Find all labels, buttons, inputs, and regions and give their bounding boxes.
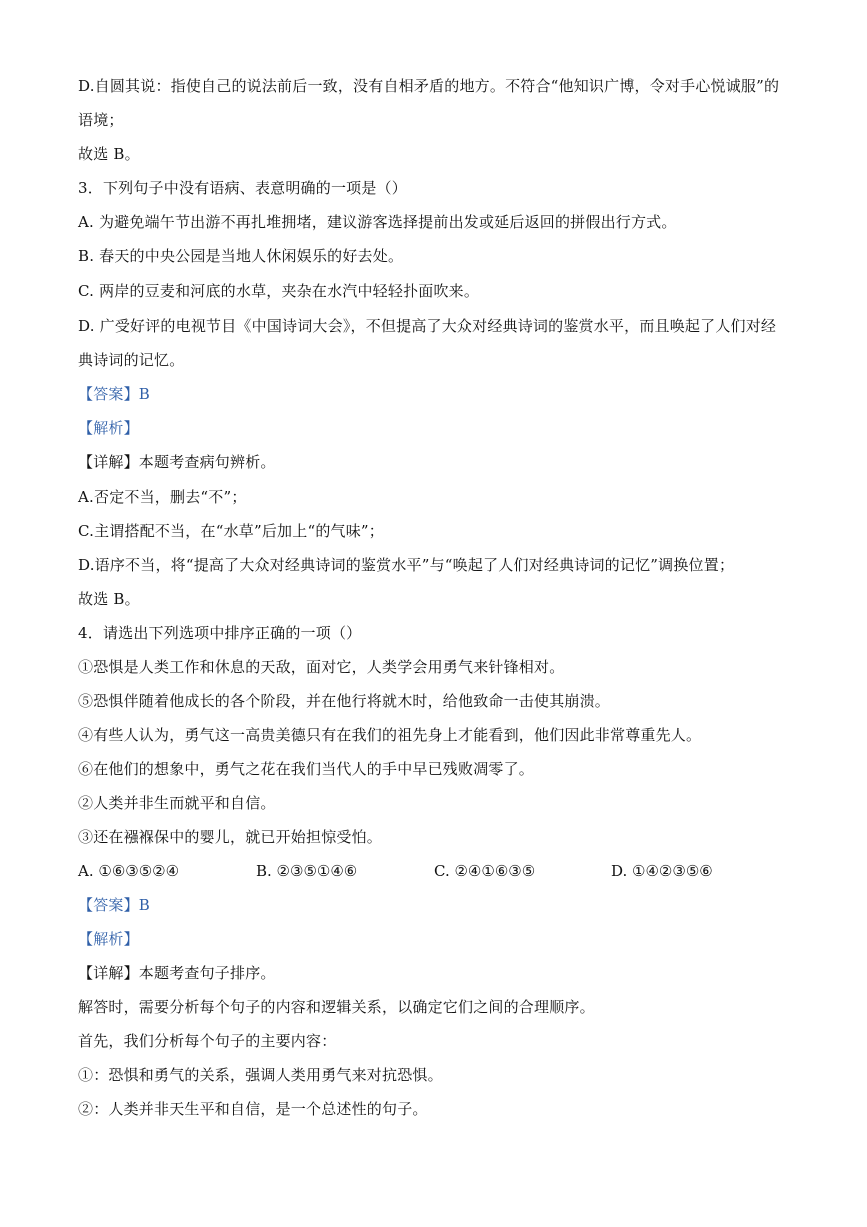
sentence-2: ②人类并非生而就平和自信。 <box>78 794 276 812</box>
text-line: 首先，我们分析每个句子的主要内容： <box>78 1032 337 1050</box>
option-d: D. 广受好评的电视节目《中国诗词大会》，不但提高了大众对经典诗词的鉴赏水平，而且唤起了人们对经 <box>78 317 777 335</box>
detail-line: 【详解】本题考查病句辨析。 <box>78 453 276 471</box>
text-line: 故选 B。 <box>78 145 140 163</box>
sentence-4: ④有些人认为，勇气这一高贵美德只有在我们的祖先身上才能看到，他们因此非常尊重先人。 <box>78 726 702 744</box>
text-line: D.自圆其说：指使自己的说法前后一致，没有自相矛盾的地方。不符合“他知识广博，令对手心悦诚服”的 <box>78 77 780 95</box>
answer-label: 【答案】B <box>78 896 151 914</box>
sentence-6: ⑥在他们的想象中，勇气之花在我们当代人的手中早已残败凋零了。 <box>78 760 535 778</box>
analysis-label: 【解析】 <box>78 419 139 437</box>
text-line: 故选 B。 <box>78 590 140 608</box>
text-line: ②：人类并非天生平和自信，是一个总述性的句子。 <box>78 1100 428 1118</box>
sentence-1: ①恐惧是人类工作和休息的天敌，面对它，人类学会用勇气来针锋相对。 <box>78 658 565 676</box>
text-line: C.主谓搭配不当，在“水草”后加上“的气味”； <box>78 522 384 540</box>
text-line: ①：恐惧和勇气的关系，强调人类用勇气来对抗恐惧。 <box>78 1066 443 1084</box>
text-line: 语境； <box>78 111 124 129</box>
choice-a: A. ①⑥③⑤②④ <box>78 862 180 880</box>
choice-b: B. ②③⑤①④⑥ <box>256 862 358 880</box>
answer-label: 【答案】B <box>78 385 151 403</box>
detail-line: 【详解】本题考查句子排序。 <box>78 964 276 982</box>
text-line: A.否定不当，删去“不”； <box>78 488 247 506</box>
analysis-label: 【解析】 <box>78 930 139 948</box>
text-line: 解答时，需要分析每个句子的内容和逻辑关系，以确定它们之间的合理顺序。 <box>78 998 595 1016</box>
option-b: B. 春天的中央公园是当地人休闲娱乐的好去处。 <box>78 247 404 265</box>
option-a: A. 为避免端午节出游不再扎堆拥堵，建议游客选择提前出发或延后返回的拼假出行方式。 <box>78 213 677 231</box>
choice-c: C. ②④①⑥③⑤ <box>434 862 536 880</box>
option-c: C. 两岸的豆麦和河底的水草，夹杂在水汽中轻轻扑面吹来。 <box>78 282 480 300</box>
question-3: 3．下列句子中没有语病、表意明确的一项是（） <box>78 179 407 197</box>
sentence-5: ⑤恐惧伴随着他成长的各个阶段，并在他行将就木时，给他致命一击使其崩溃。 <box>78 692 611 710</box>
question-4: 4．请选出下列选项中排序正确的一项（） <box>78 624 362 642</box>
text-line: D.语序不当，将“提高了大众对经典诗词的鉴赏水平”与“唤起了人们对经典诗词的记忆”调换位置； <box>78 556 735 574</box>
choice-d: D. ①④②③⑤⑥ <box>611 862 713 880</box>
text-line: 典诗词的记忆。 <box>78 351 185 369</box>
sentence-3: ③还在襁褓保中的婴儿，就已开始担惊受怕。 <box>78 828 383 846</box>
